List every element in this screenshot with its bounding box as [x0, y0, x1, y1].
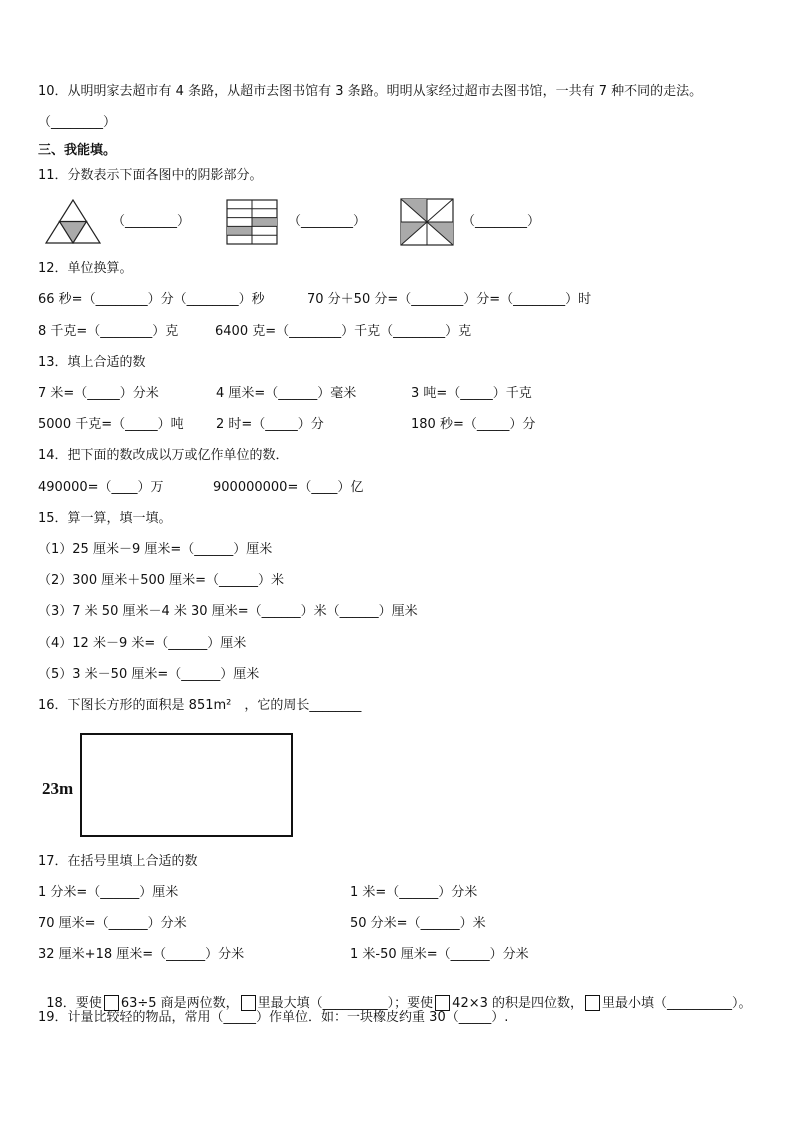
question-18-part4: 42×3 的积是四位数， — [452, 996, 584, 1011]
question-16-stem: 16．下图长方形的面积是 851m² ，它的周长________ — [38, 698, 362, 713]
question-14-item2: 900000000=（____）亿 — [213, 480, 364, 495]
question-17-stem: 17．在括号里填上合适的数 — [38, 854, 198, 869]
question-12-stem: 12．单位换算。 — [38, 261, 133, 276]
question-13-r2c3: 180 秒=（_____）分 — [411, 417, 536, 432]
question-17-r3c2: 1 米-50 厘米=（______）分米 — [350, 947, 529, 962]
question-18-part3: 里最大填（__________）；要使 — [257, 996, 434, 1011]
question-11-stem: 11．分数表示下面各图中的阴影部分。 — [38, 168, 263, 183]
question-12-row2-a: 8 千克=（________）克 — [38, 324, 179, 339]
question-17-r1c1: 1 分米=（______）厘米 — [38, 885, 179, 900]
question-18 — [38, 977, 752, 1013]
question-13-stem: 13．填上合适的数 — [38, 355, 146, 370]
question-15-item: （5）3 米－50 厘米=（______）厘米 — [38, 667, 260, 682]
question-18-part1: 18．要使 — [46, 996, 102, 1011]
question-13-r1c1: 7 米=（_____）分米 — [38, 386, 159, 401]
question-15-item: （4）12 米－9 米=（______）厘米 — [38, 636, 247, 651]
question-15-item: （2）300 厘米＋500 厘米=（______）米 — [38, 573, 285, 588]
rectangle-side-label: 23m — [42, 779, 74, 798]
question-10-answer-blank: （________） — [38, 115, 117, 130]
question-11-blank-1: （________） — [112, 214, 191, 229]
striped-rectangle-figure — [226, 199, 278, 245]
question-14-item1: 490000=（____）万 — [38, 480, 164, 495]
question-17-r2c1: 70 厘米=（______）分米 — [38, 916, 187, 931]
question-15-stem: 15．算一算，填一填。 — [38, 511, 172, 526]
rectangle-figure — [80, 733, 293, 837]
question-12-row1-a: 66 秒=（________）分（________）秒 — [38, 292, 265, 307]
question-11-blank-3: （________） — [462, 214, 541, 229]
blank-box — [585, 995, 600, 1011]
question-17-r2c2: 50 分米=（______）米 — [350, 916, 486, 931]
section-title: 三、我能填。 — [38, 143, 117, 158]
question-11-blank-2: （________） — [288, 214, 367, 229]
question-15-item: （1）25 厘米－9 厘米=（______）厘米 — [38, 542, 273, 557]
question-18-part5: 里最小填（__________）。 — [602, 996, 752, 1011]
question-13-r1c2: 4 厘米=（______）毫米 — [216, 386, 357, 401]
triangle-figure — [44, 198, 102, 246]
question-18-part2: 63÷5 商是两位数， — [120, 996, 239, 1011]
question-12-row2-b: 6400 克=（________）千克（________）克 — [215, 324, 472, 339]
question-13-r2c2: 2 时=（_____）分 — [216, 417, 324, 432]
question-13-r2c1: 5000 千克=（_____）吨 — [38, 417, 184, 432]
question-17-r1c2: 1 米=（______）分米 — [350, 885, 478, 900]
question-10-line1: 10．从明明家去超市有 4 条路，从超市去图书馆有 3 条路。明明从家经过超市去图书馆，一共有 7 种不同的走法。 — [38, 84, 703, 99]
question-12-row1-b: 70 分＋50 分=（________）分=（________）时 — [307, 292, 592, 307]
question-14-stem: 14．把下面的数改成以万或亿作单位的数． — [38, 448, 289, 463]
question-13-r1c3: 3 吨=（_____）千克 — [411, 386, 532, 401]
question-17-r3c1: 32 厘米+18 厘米=（______）分米 — [38, 947, 245, 962]
question-15-item: （3）7 米 50 厘米－4 米 30 厘米=（______）米（______）厘米 — [38, 604, 418, 619]
question-19: 19．计量比较轻的物品，常用（_____）作单位．如：一块橡皮约重 30（_____）. — [38, 1010, 509, 1025]
divided-square-figure — [400, 198, 454, 246]
